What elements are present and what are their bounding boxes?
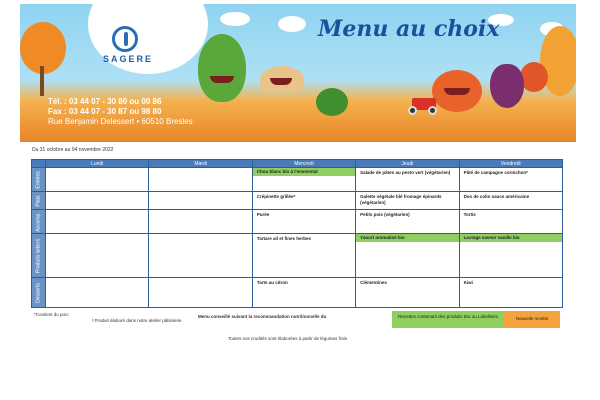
table-row: [32, 234, 563, 278]
menu-cell: [356, 234, 459, 278]
menu-cell: [149, 210, 252, 234]
cabbage-icon: [316, 88, 348, 116]
cloud-icon: [278, 16, 306, 32]
logo-icon: [112, 26, 138, 52]
address: Rue Benjamin Delessert • 60510 Bresles: [48, 117, 193, 126]
header-banner: [20, 4, 576, 142]
category-cell: [32, 234, 46, 278]
pork-note: *Contient du porc: [34, 312, 69, 317]
tractor-wheel: [428, 106, 437, 115]
menu-cell: Tartare ail et fines herbes: [252, 234, 355, 278]
grapes-icon: [490, 64, 524, 108]
menu-cell: Galette végétale blé fromage épinards (végétarien): [356, 192, 459, 210]
cloud-icon: [220, 12, 250, 26]
menu-cell: [46, 210, 149, 234]
menu-cell: Pâté de campagne cornichon*: [459, 168, 562, 192]
corner-cell: [32, 160, 46, 168]
day-header-mardi: Mardi: [149, 160, 252, 168]
menu-cell: [252, 168, 355, 192]
menu-cell: Kiwi: [459, 278, 562, 308]
category-cell: [32, 192, 46, 210]
dish-bio: Yaourt aromatisé bio: [356, 234, 458, 242]
nutrition-note: Menu conseillé suivant la recommandation nutritionnelle du: [198, 314, 327, 319]
menu-title: Menu au choix: [318, 16, 500, 42]
table-row: [32, 278, 563, 308]
menu-cell: Tarte au citron: [252, 278, 355, 308]
day-header-vendredi: Vendredi: [459, 160, 562, 168]
fax-number: Fax : 03 44 07 - 30 87 ou 98 80: [48, 107, 162, 116]
pear-icon: [198, 34, 246, 102]
tree-trunk: [40, 66, 44, 96]
day-header-row: [32, 160, 563, 168]
category-label: Accomp.: [34, 211, 41, 232]
menu-table: [31, 159, 563, 308]
day-header-lundi: Lundi: [46, 160, 149, 168]
table-row: [32, 192, 563, 210]
menu-cell: [149, 234, 252, 278]
menu-cell: [46, 278, 149, 308]
menu-cell: Crépinette grillée*: [252, 192, 355, 210]
pear-smile: [210, 76, 234, 83]
menu-cell: Clémentines: [356, 278, 459, 308]
autumn-tree-icon: [520, 62, 548, 92]
day-header-mercredi: Mercredi: [252, 160, 355, 168]
menu-period: Du 31 octobre au 04 novembre 2022: [32, 147, 114, 153]
menu-cell: Tortis: [459, 210, 562, 234]
homemade-note: \ Produit élaboré dans notre atelier pâtisserie: [92, 318, 182, 323]
category-cell: [32, 210, 46, 234]
pumpkin-smile: [444, 88, 470, 95]
dish-bio: Lactage saveur vanille bio: [460, 234, 562, 242]
menu-cell: [46, 234, 149, 278]
category-label: Desserts: [34, 282, 41, 303]
menu-cell: [459, 234, 562, 278]
phone-number: Tél. : 03 44 07 - 30 80 ou 00 86: [48, 97, 162, 106]
category-cell: [32, 278, 46, 308]
mushroom-smile: [270, 78, 292, 85]
menu-cell: [46, 168, 149, 192]
menu-cell: Petits pois (végétarien): [356, 210, 459, 234]
category-label: Plats: [34, 194, 41, 207]
category-label: Produits laitiers: [34, 238, 41, 273]
legend-bio: Recettes contenant des produits Bio ou Labellisés: [392, 311, 504, 328]
menu-cell: Purée: [252, 210, 355, 234]
category-cell: [32, 168, 46, 192]
logo-name: SAGERE: [102, 54, 153, 64]
legend-new-recipe: Nouvelle recette: [504, 311, 560, 328]
menu-cell: Salade de pâtes au pesto vert (végétarien): [356, 168, 459, 192]
dish-bio: Chou blanc bio à l'emmental: [253, 168, 355, 176]
menu-cell: [46, 192, 149, 210]
menu-body: [32, 168, 563, 308]
day-header-jeudi: Jeudi: [356, 160, 459, 168]
menu-cell: [149, 168, 252, 192]
fresh-produce-note: Toutes nos crudités sont élaborées à partir de légumes frais: [228, 336, 348, 341]
contact-info: [48, 97, 193, 127]
tractor-wheel: [408, 106, 417, 115]
category-label: Entrées: [34, 170, 41, 189]
table-row: [32, 210, 563, 234]
menu-cell: [149, 278, 252, 308]
table-row: [32, 168, 563, 192]
menu-cell: Dos de colin sauce américaine: [459, 192, 562, 210]
menu-cell: [149, 192, 252, 210]
